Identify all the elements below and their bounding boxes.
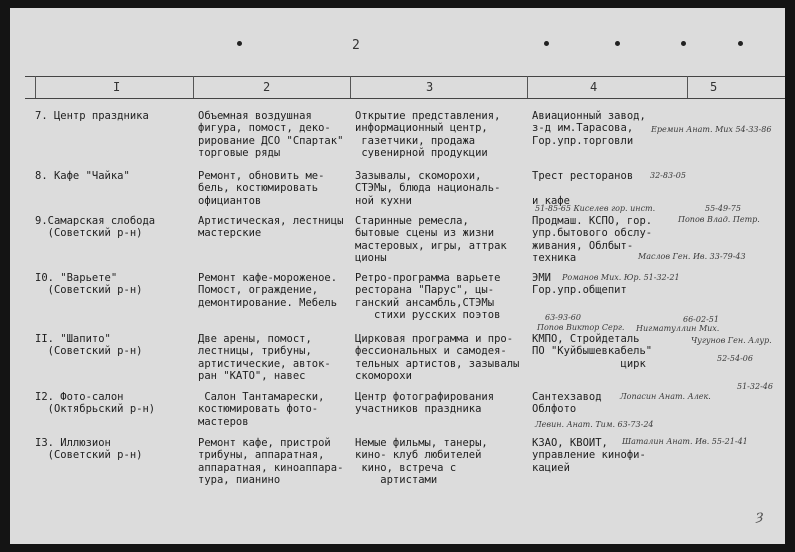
handwritten-note: Романов Мих. Юр. 51-32-21 bbox=[562, 273, 680, 282]
column-header: 2 bbox=[263, 80, 271, 94]
column-divider bbox=[687, 76, 688, 98]
row-responsible: Сантехзавод Облфото bbox=[532, 391, 602, 416]
handwritten-note: 63-93-60 bbox=[545, 313, 581, 322]
row-program: Ретро-программа варьете ресторана "Парус", цы- ганский ансамбль,СТЭМы стихи русских поэтов bbox=[355, 272, 501, 321]
row-place: 7. Центр праздника bbox=[35, 110, 149, 122]
header-bottom-rule bbox=[25, 98, 785, 99]
binder-hole bbox=[738, 41, 743, 46]
binder-hole bbox=[237, 41, 242, 46]
row-equipment: Артистическая, лестницы мастерские bbox=[198, 215, 344, 240]
column-header: 3 bbox=[426, 80, 434, 94]
column-divider bbox=[527, 76, 528, 98]
binder-hole bbox=[615, 41, 620, 46]
handwritten-note: Попов Влад. Петр. bbox=[678, 215, 760, 224]
handwritten-note: 51-32-46 bbox=[737, 382, 773, 391]
handwritten-note: 51-85-65 Киселев гор. инст. bbox=[535, 204, 656, 213]
column-divider bbox=[350, 76, 351, 98]
row-responsible: Продмаш. КСПО, гор. упр.бытового обслу- живания, Облбыт- техника bbox=[532, 215, 653, 264]
handwritten-note: 55-49-75 bbox=[705, 204, 741, 213]
handwritten-mark: ȝ bbox=[756, 508, 764, 524]
handwritten-note: 52-54-06 bbox=[717, 354, 753, 363]
handwritten-note: Левин. Анат. Тим. 63-73-24 bbox=[535, 420, 654, 429]
row-program: Зазывалы, скоморохи, СТЭМы, блюда националь- ной кухни bbox=[355, 170, 501, 207]
row-responsible: Трест ресторанов и кафе bbox=[532, 170, 634, 207]
handwritten-note: Попов Виктор Серг. bbox=[537, 323, 625, 332]
binder-hole bbox=[544, 41, 549, 46]
column-divider bbox=[193, 76, 194, 98]
handwritten-note: 66-02-51 bbox=[683, 315, 719, 324]
row-equipment: Ремонт, обновить ме- бель, костюмировать официантов bbox=[198, 170, 325, 207]
handwritten-note: Еремин Анат. Мих 54-33-86 bbox=[651, 125, 772, 134]
row-place: II. "Шапито" (Советский р-н) bbox=[35, 333, 143, 358]
column-header: I bbox=[113, 80, 121, 94]
row-responsible: Авиационный завод, з-д им.Тарасова, Гор.упр.торговли bbox=[532, 110, 646, 147]
row-place: I3. Иллюзион (Советский р-н) bbox=[35, 437, 143, 462]
column-header: 4 bbox=[590, 80, 598, 94]
row-responsible: ЭМИ Гор.упр.общепит bbox=[532, 272, 627, 297]
row-program: Старинные ремесла, бытовые сцены из жизни мастеровых, игры, аттрак ционы bbox=[355, 215, 507, 264]
row-equipment: Объемная воздушная фигура, помост, деко- рирование ДСО "Спартак" торговые ряды bbox=[198, 110, 344, 159]
column-divider bbox=[35, 76, 36, 98]
handwritten-note: Шаталин Анат. Ив. 55-21-41 bbox=[622, 437, 748, 446]
row-equipment: Ремонт кафе-мороженое. Помост, ограждение, демонтирование. Мебель bbox=[198, 272, 338, 309]
row-program: Открытие представления, информационный центр, газетчики, продажа сувенирной продукции bbox=[355, 110, 501, 159]
row-place: I0. "Варьете" (Советский р-н) bbox=[35, 272, 143, 297]
handwritten-note: 32-83-05 bbox=[650, 171, 686, 180]
row-program: Центр фотографирования участников праздника bbox=[355, 391, 495, 416]
row-program: Цирковая программа и про- фессиональных и самодея- тельных артистов, зазывалы скоморохи bbox=[355, 333, 520, 382]
column-header: 5 bbox=[710, 80, 718, 94]
row-equipment: Ремонт кафе, пристрой трибуны, аппаратная, аппаратная, киноаппара- тура, пианино bbox=[198, 437, 344, 486]
row-program: Немые фильмы, танеры, кино- клуб любителей кино, встреча с артистами bbox=[355, 437, 488, 486]
binder-hole bbox=[681, 41, 686, 46]
page-number: 2 bbox=[352, 38, 360, 53]
handwritten-note: Маслов Ген. Ив. 33-79-43 bbox=[638, 252, 746, 261]
handwritten-note: Нигматуллин Мих. bbox=[636, 324, 720, 333]
row-responsible: КМПО, Стройдеталь ПО "Куйбышевкабель" цирк bbox=[532, 333, 653, 370]
handwritten-note: Лопасин Анат. Алек. bbox=[620, 392, 711, 401]
row-equipment: Две арены, помост, лестницы, трибуны, артистические, авток- ран "КАТО", навес bbox=[198, 333, 331, 382]
header-top-rule bbox=[25, 76, 785, 77]
row-equipment: Салон Тантамарески, костюмировать фото- мастеров bbox=[198, 391, 325, 428]
row-responsible: КЗАО, КВОИТ, управление кинофи- кацией bbox=[532, 437, 646, 474]
handwritten-note: Чугунов Ген. Алур. bbox=[691, 336, 772, 345]
row-place: 8. Кафе "Чайка" bbox=[35, 170, 130, 182]
row-place: I2. Фото-салон (Октябрьский р-н) bbox=[35, 391, 156, 416]
row-place: 9.Самарская слобода (Советский р-н) bbox=[35, 215, 156, 240]
